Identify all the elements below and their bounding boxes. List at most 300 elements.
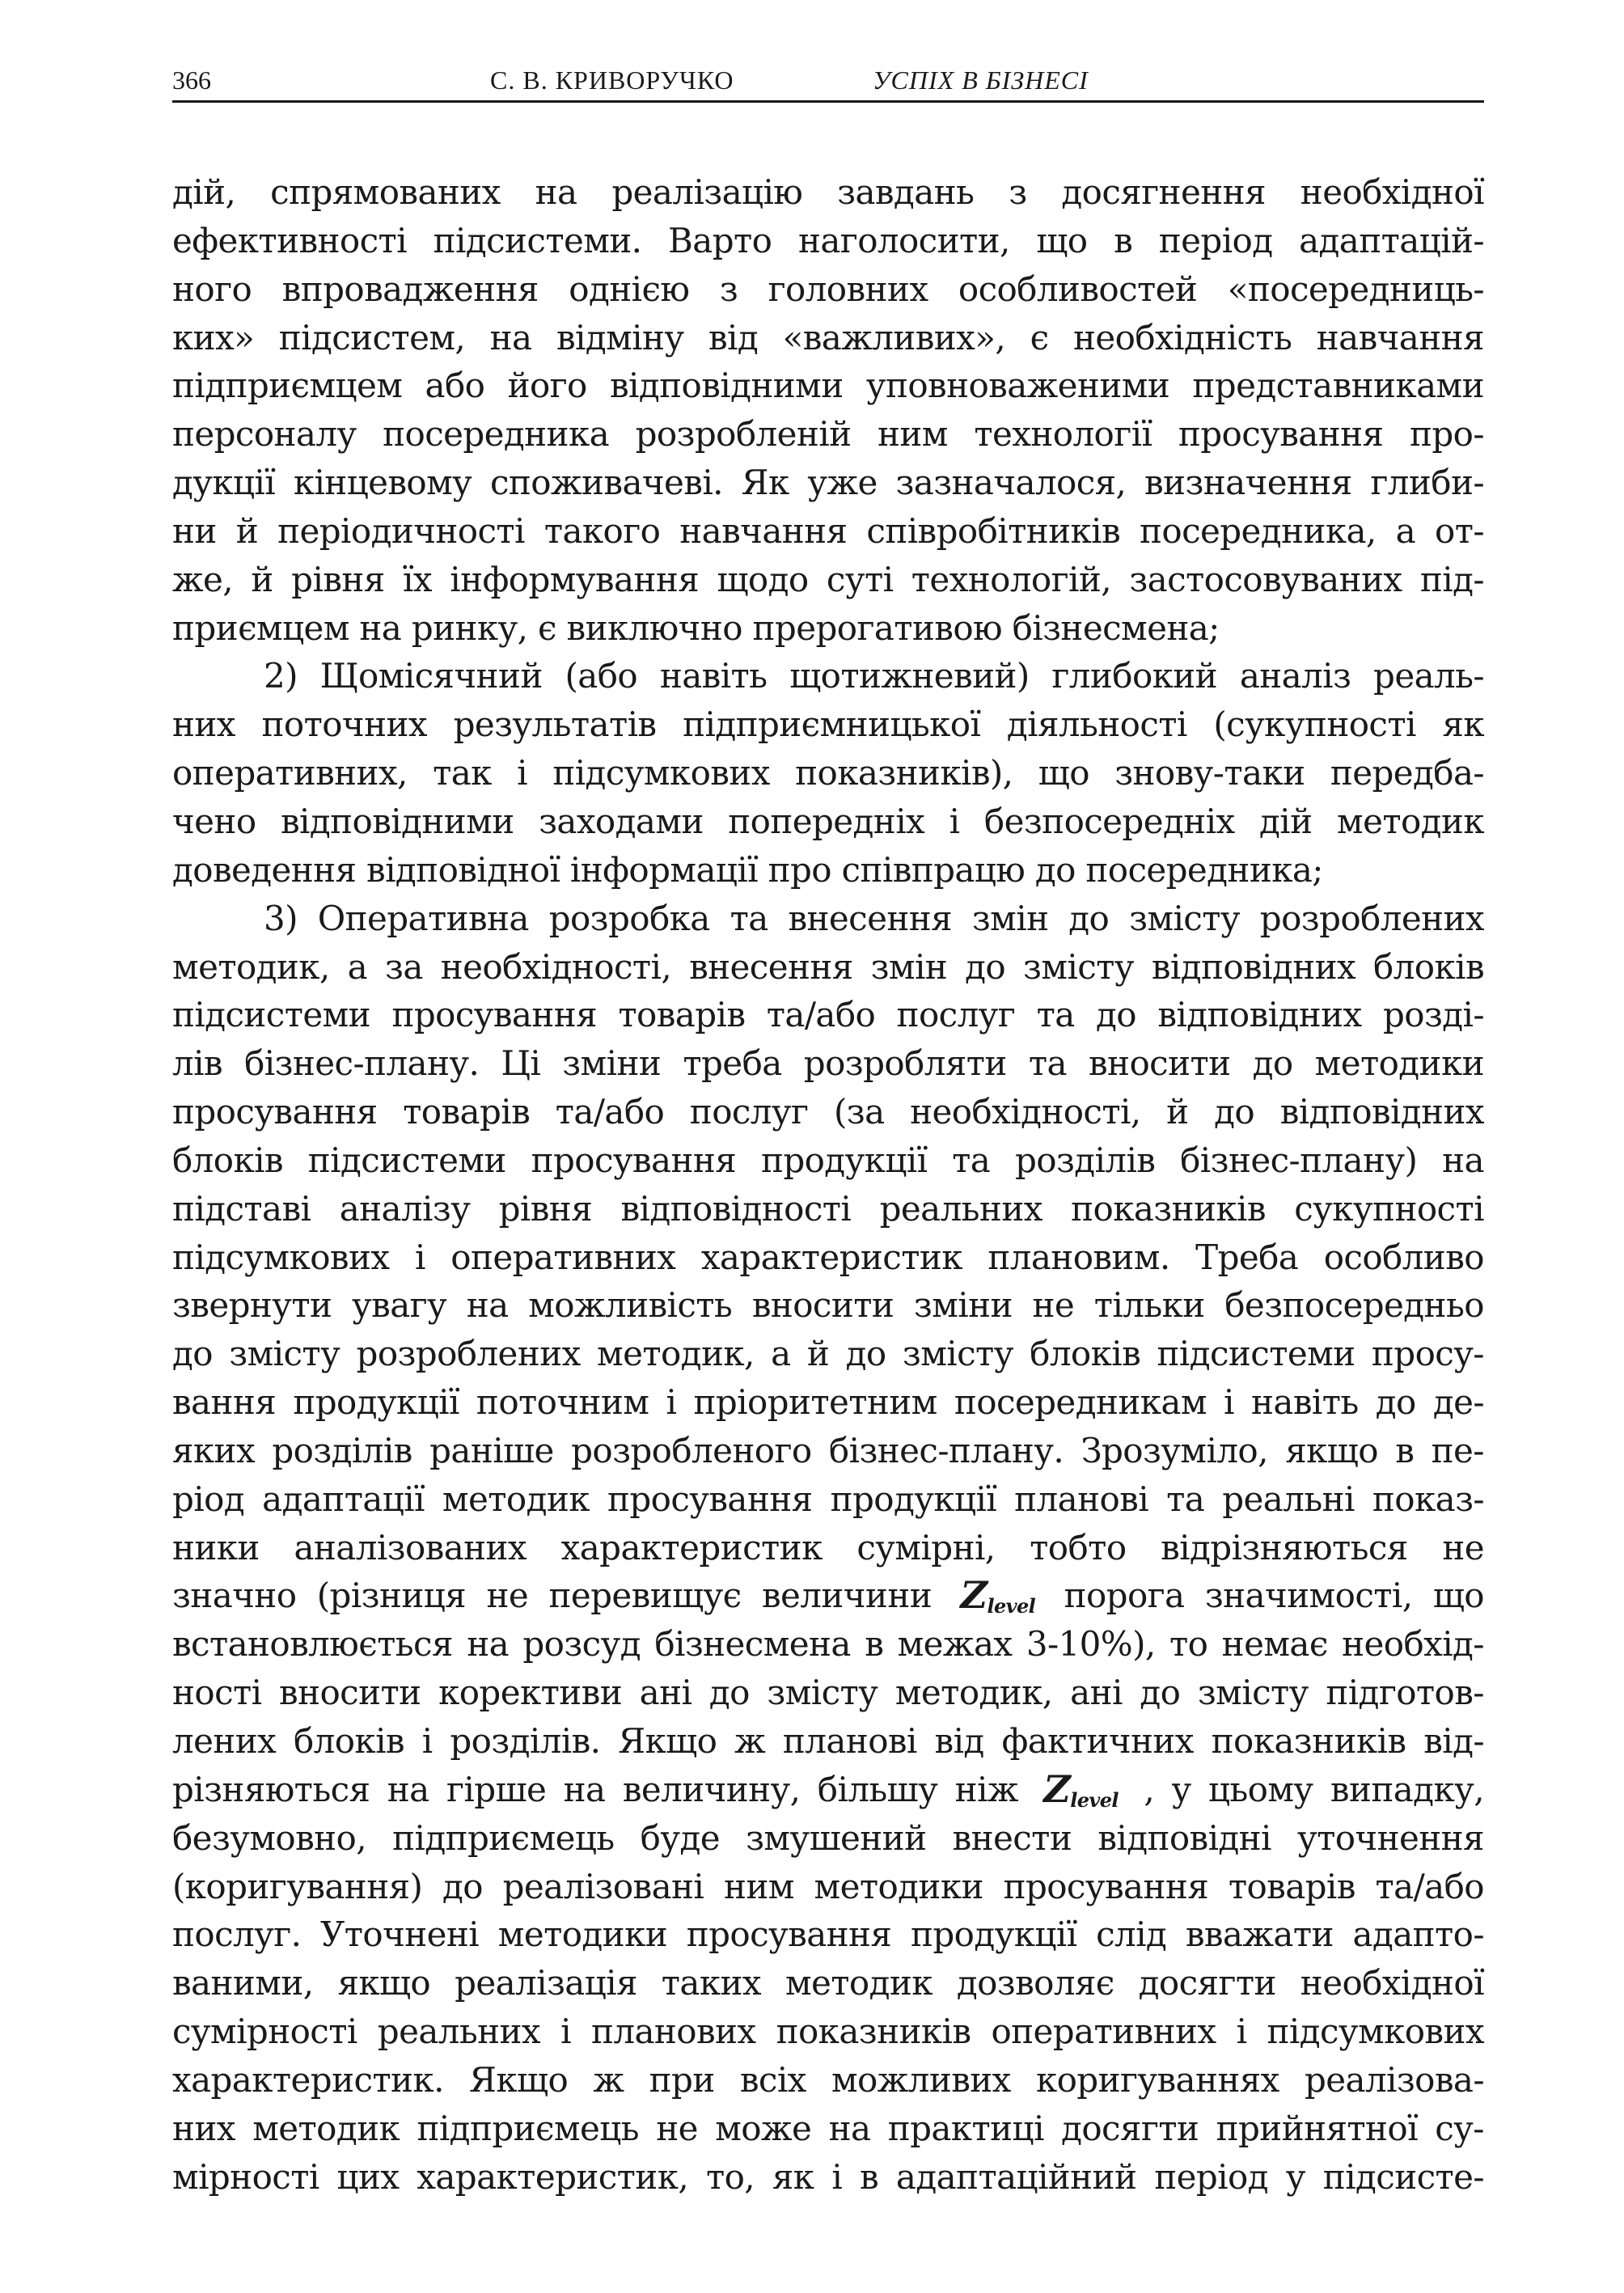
word: відрізняються (1161, 1527, 1408, 1567)
text-line (172, 700, 1484, 749)
text-line (172, 895, 1484, 943)
text-line (172, 991, 1484, 1039)
word: порога (1064, 1576, 1185, 1616)
word: відміну (556, 317, 684, 357)
text-line (172, 1524, 1484, 1572)
word: блоків (1373, 946, 1484, 987)
word: Уточнені (320, 1914, 480, 1955)
text-line (172, 507, 1484, 556)
word: особливостей (958, 269, 1198, 309)
word: то, (705, 2156, 755, 2197)
word: бізнес-плану. (828, 1430, 1064, 1470)
text-line (172, 1910, 1484, 1959)
word: послуг. (172, 1914, 302, 1955)
word: до (1375, 1382, 1416, 1423)
word: аналіз (1239, 656, 1351, 696)
text-line (172, 1620, 1484, 1669)
word: планові (782, 1721, 917, 1761)
word: характеристик, (417, 2156, 689, 2197)
word: рівня (498, 1188, 593, 1229)
text-line (172, 1475, 1484, 1524)
word: підсистеми. (433, 220, 642, 260)
word: у (1171, 1769, 1191, 1809)
word: величини (761, 1576, 933, 1616)
word: глибокий (1051, 656, 1218, 696)
word: навіть (1251, 1382, 1359, 1423)
word: діяльності (1006, 704, 1187, 745)
word: реальні (1222, 1479, 1355, 1519)
word: необхідність (1073, 317, 1292, 357)
word: ники (172, 1527, 260, 1567)
word: впровадження (281, 269, 539, 309)
word: буде (640, 1817, 720, 1858)
word: внесення (689, 946, 853, 987)
word: аналізованих (294, 1527, 527, 1567)
word: Зрозуміло, (1081, 1430, 1268, 1470)
z-level-symbol (1043, 1766, 1119, 1814)
word: та/або (766, 995, 876, 1035)
word: навчання (679, 510, 848, 551)
word: є (538, 607, 556, 648)
text-line (172, 1233, 1484, 1282)
word: і (666, 1382, 677, 1423)
word: якщо (1285, 1430, 1378, 1470)
word: до (965, 946, 1006, 987)
word: «посередниць- (1227, 269, 1484, 309)
text-line (172, 846, 1484, 895)
word: оперативних, (172, 753, 408, 793)
word: щодо (717, 559, 809, 599)
word: Треба (1195, 1237, 1299, 1277)
word: лів (172, 1043, 222, 1084)
text-line (172, 1185, 1484, 1233)
word: розді- (1382, 995, 1484, 1035)
word: методик (252, 2108, 400, 2148)
word: різняються (172, 1769, 370, 1809)
word: практиці (887, 2108, 1044, 2148)
word: методики (497, 1914, 668, 1955)
text-line (172, 604, 1484, 653)
word: наголосити, (797, 220, 1010, 260)
word: якщо (337, 1963, 431, 2003)
word: до (1096, 995, 1136, 1035)
word: й (1166, 1092, 1189, 1132)
word: увагу (352, 1285, 447, 1326)
word: підсистем, (278, 317, 466, 357)
symbol-letter: Z (960, 1573, 988, 1618)
word: досягнення (1061, 172, 1266, 212)
word: на (359, 607, 402, 648)
word: просу- (1371, 1334, 1484, 1374)
word: посередника, (1140, 510, 1377, 551)
word: випадку, (1330, 1769, 1484, 1809)
word: змісту (902, 1334, 1013, 1374)
word: необхід- (1342, 1624, 1484, 1665)
word: посередникам (954, 1382, 1207, 1423)
word: (коригування) (172, 1866, 423, 1906)
word: корективи (438, 1673, 623, 1713)
running-author: С. В. КРИВОРУЧКО (490, 66, 734, 95)
word: характеристик (560, 1527, 823, 1567)
word: ані (639, 1673, 692, 1713)
word: на (466, 1285, 509, 1326)
word: інформування (450, 559, 700, 599)
word: встановлюється (172, 1624, 453, 1665)
text-line (172, 652, 1484, 700)
word: та (952, 1140, 991, 1180)
word: в (1395, 1430, 1415, 1470)
word: періодичності (277, 510, 525, 551)
word: характеристик (700, 1237, 962, 1277)
word: звернути (172, 1285, 332, 1326)
word: , (1144, 1769, 1155, 1809)
word: так (433, 753, 492, 793)
word: в (860, 2156, 879, 2197)
word: та/або (555, 1092, 665, 1132)
word: зазначалося, (895, 463, 1127, 503)
word: сумірності (172, 2012, 357, 2052)
word: може (715, 2108, 812, 2148)
word: просування (391, 995, 598, 1035)
word: та/або (1375, 1866, 1484, 1906)
word: товарів (403, 1092, 531, 1132)
word: плановим. (988, 1237, 1170, 1277)
word: Якщо (469, 2059, 569, 2100)
word: ефективності (172, 220, 407, 260)
word: бізнес-плану. (244, 1043, 480, 1084)
word: і (949, 801, 960, 841)
word: доведення (172, 849, 357, 890)
word: підставі (172, 1188, 311, 1229)
word: а (347, 946, 368, 987)
word: оперативних (991, 2012, 1216, 2052)
word: необхідної (1300, 172, 1484, 212)
word: головних (768, 269, 928, 309)
word: відповідними (609, 366, 844, 406)
word: або (425, 366, 485, 406)
word: визначення (1144, 463, 1352, 503)
word: передба- (1330, 753, 1484, 793)
word: та (1028, 1043, 1067, 1084)
word: дій, (172, 172, 236, 212)
word: співпрацю (841, 849, 1026, 890)
word: відповідних (1151, 946, 1356, 987)
word: безумовно, (172, 1817, 366, 1858)
text-line (172, 2105, 1484, 2153)
word: на (387, 1769, 429, 1809)
word: в (865, 1624, 884, 1665)
word: тобто (1030, 1527, 1127, 1567)
word: адапто- (1352, 1914, 1484, 1955)
word: і (560, 2012, 571, 2052)
text-line (172, 168, 1484, 217)
word: товарів (618, 995, 746, 1035)
word: прерогативою (752, 607, 1003, 648)
word: Варто (668, 220, 772, 260)
word: характеристик. (172, 2059, 444, 2100)
word: застосовуваних (1129, 559, 1402, 599)
word: особливо (1323, 1237, 1484, 1277)
word: фактичних (1001, 1721, 1194, 1761)
word: методик (442, 1479, 590, 1519)
word: значимості, (1204, 1576, 1413, 1616)
word: бізнес-плану) (1180, 1140, 1418, 1180)
word: методики (1314, 1043, 1484, 1084)
word: ним (878, 414, 948, 455)
word: а (771, 1334, 791, 1374)
word: досягти (1061, 2108, 1199, 2148)
word: до (845, 1334, 886, 1374)
word: всіх (739, 2059, 806, 2100)
word: навчання (1316, 317, 1484, 357)
word: підсумкових (1267, 2012, 1484, 2052)
word: змушений (746, 1817, 927, 1858)
word: відповідні (1097, 1817, 1271, 1858)
word: на (828, 2108, 871, 2148)
word: підприємець (417, 2108, 639, 2148)
text-line (172, 1039, 1484, 1088)
word: у (1285, 2156, 1305, 2197)
word: розділів (1015, 1140, 1156, 1180)
word: підприємницької (683, 704, 981, 745)
word: показників), (795, 753, 1013, 793)
word: змісту (229, 1334, 340, 1374)
word: до (1034, 849, 1076, 890)
word: розроблених (1259, 898, 1484, 938)
word: і (517, 753, 527, 793)
word: глиби- (1370, 463, 1484, 503)
word: підсумкових (552, 753, 770, 793)
word: поточним (476, 1382, 649, 1423)
word: про- (1409, 414, 1484, 455)
word: відповідних (1157, 995, 1362, 1035)
word: до (1068, 898, 1110, 938)
symbol-subscript: level (987, 1594, 1036, 1618)
word: перевищує (548, 1576, 742, 1616)
word: як (772, 2156, 814, 2197)
word: межах (897, 1624, 1013, 1665)
word: то (1169, 1624, 1208, 1665)
word: таких (661, 1963, 761, 2003)
word: з (1009, 172, 1027, 212)
word: можливість (528, 1285, 733, 1326)
word: яких (172, 1430, 256, 1470)
word: продукції (293, 1382, 459, 1423)
word: уточнення (1297, 1817, 1484, 1858)
word: результатів (453, 704, 657, 745)
text-line (172, 1814, 1484, 1863)
word: ких» (172, 317, 255, 357)
word: підсисте- (1322, 2156, 1484, 2197)
word: товарів (1228, 1866, 1355, 1906)
word: від (708, 317, 759, 357)
word: ваними, (172, 1963, 314, 2003)
word: завдань (837, 172, 975, 212)
word: от- (1435, 510, 1484, 551)
text-line (172, 265, 1484, 314)
word: цьому (1207, 1769, 1313, 1809)
word: ані (1070, 1673, 1123, 1713)
word: дій (1259, 801, 1313, 841)
running-title: УСПІХ В БІЗНЕСІ (873, 66, 1089, 95)
word: внести (952, 1817, 1072, 1858)
word: ним (723, 1866, 794, 1906)
word: технології (974, 414, 1152, 455)
word: на (535, 172, 577, 212)
running-header (172, 61, 1484, 103)
word: вважати (1185, 1914, 1334, 1955)
word: Ці (501, 1043, 541, 1084)
word: як (1442, 704, 1484, 745)
word: виключно (566, 607, 742, 648)
word: спрямованих (270, 172, 501, 212)
word: необхідної (1300, 1963, 1484, 2003)
word: підсистеми (307, 1140, 506, 1180)
word: заходами (539, 801, 704, 841)
word: пе- (1431, 1430, 1484, 1470)
word: і (421, 1721, 433, 1761)
word: показників (1211, 1721, 1406, 1761)
word: період (1154, 2156, 1268, 2197)
word: до (442, 1866, 483, 1906)
word: методик, (894, 1673, 1053, 1713)
word: підсистеми (1157, 1334, 1355, 1374)
word: на (1442, 1140, 1484, 1180)
word: змісту (1197, 1673, 1309, 1713)
word: блоків (293, 1721, 404, 1761)
word: приємцем (172, 607, 349, 648)
word: показ- (1372, 1479, 1484, 1519)
symbol-letter: Z (1043, 1766, 1071, 1811)
word: (за (834, 1092, 885, 1132)
word: послуг (689, 1092, 809, 1132)
word: їх (403, 559, 432, 599)
word: про (768, 849, 831, 890)
word: і (1236, 2012, 1247, 2052)
word: просування (1003, 1866, 1209, 1906)
word: інформації (569, 849, 758, 890)
word: розсуд (522, 1624, 641, 1665)
word: і (831, 2156, 843, 2197)
word: треба (683, 1043, 782, 1084)
word: ж (593, 2059, 624, 2100)
word: гірше (446, 1769, 547, 1809)
word: на (563, 1769, 606, 1809)
symbol-subscript: level (1070, 1787, 1119, 1812)
word: оперативних (450, 1237, 676, 1277)
text-line (172, 749, 1484, 797)
word: не (1442, 1527, 1484, 1567)
word: та (730, 898, 768, 938)
text-line (172, 459, 1484, 507)
text-line (172, 556, 1484, 604)
word: тільки (1093, 1285, 1205, 1326)
word: методик, (172, 946, 330, 987)
word: просування (686, 1914, 892, 1955)
word: з (719, 269, 738, 309)
word: продукції (760, 1140, 928, 1180)
word: прийнятної (1216, 2108, 1418, 2148)
word: змісту (767, 1673, 878, 1713)
word: адаптаційний (895, 2156, 1137, 2197)
word: мірності (172, 2156, 319, 2197)
word: ніж (954, 1769, 1018, 1809)
word: сукупності (1294, 1188, 1484, 1229)
word: методик (1337, 801, 1484, 841)
word: аналізу (339, 1188, 471, 1229)
text-line (172, 2056, 1484, 2105)
word: на (489, 317, 532, 357)
word: кінцевому (293, 463, 472, 503)
word: представниками (1192, 366, 1484, 406)
text-line (172, 314, 1484, 362)
word: ни (172, 510, 217, 551)
word: а (1395, 510, 1416, 551)
word: адаптації (262, 1479, 425, 1519)
text-line (172, 1427, 1484, 1475)
word: 3) (264, 898, 298, 938)
word: (або (565, 656, 638, 696)
word: до (1252, 1043, 1293, 1084)
text-line (172, 1766, 1484, 1814)
word: вносити (279, 1673, 421, 1713)
text-line (172, 1572, 1484, 1620)
word: від (934, 1721, 984, 1761)
page-number: 366 (172, 66, 211, 95)
word: й (251, 559, 273, 599)
body-text (172, 168, 1484, 2201)
word: до (172, 1334, 213, 1374)
word: коригуваннях (1035, 2059, 1279, 2100)
word: слід (1096, 1914, 1167, 1955)
word: показників (1071, 1188, 1266, 1229)
word: рівня (291, 559, 385, 599)
word: розробленого (571, 1430, 812, 1470)
word: же, (172, 559, 234, 599)
word: адаптацій- (1299, 220, 1484, 260)
text-line (172, 1959, 1484, 2007)
text-line (172, 943, 1484, 992)
word: просування (607, 1479, 813, 1519)
word: підприємцем (172, 366, 403, 406)
word: уповноваженими (865, 366, 1170, 406)
word: немає (1221, 1624, 1328, 1665)
word: що (1036, 220, 1088, 260)
word: ріод (172, 1479, 245, 1519)
word: реалізова- (1304, 2059, 1484, 2100)
word: послуг (896, 995, 1016, 1035)
word: необхідності, (910, 1092, 1141, 1132)
word: планових (590, 2012, 756, 2052)
word: споживачеві. (489, 463, 723, 503)
word: величину, (622, 1769, 801, 1809)
text-line (172, 217, 1484, 265)
word: й (235, 510, 259, 551)
word: навіть (659, 656, 768, 696)
word: вання (172, 1382, 277, 1423)
word: період (1158, 220, 1273, 260)
word: уже (807, 463, 878, 503)
word: су- (1435, 2108, 1484, 2148)
word: відповідності (620, 1188, 852, 1229)
word: поточних (261, 704, 427, 745)
word: змін (971, 898, 1049, 938)
word: ринку, (411, 607, 528, 648)
word: та (1166, 1479, 1205, 1519)
word: підприємець (392, 1817, 615, 1858)
word: «важливих», (782, 317, 1006, 357)
word: підсистеми (172, 995, 371, 1035)
